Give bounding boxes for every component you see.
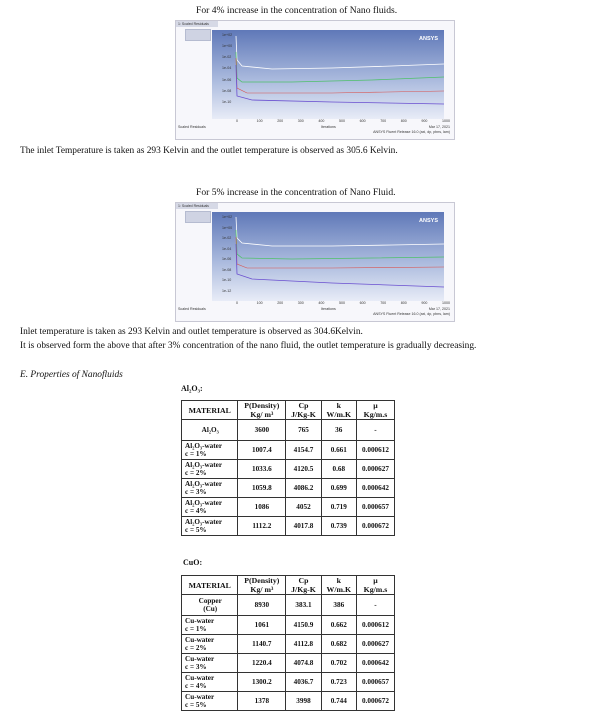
column-header: k W/m.K (321, 576, 356, 595)
value-cell: 4086.2 (286, 479, 321, 498)
caption-4-percent: For 4% increase in the concentration of Nano fluids. (196, 5, 398, 16)
value-cell: 0.719 (321, 498, 356, 517)
value-cell: 0.682 (321, 635, 356, 654)
x-tick-label: 400 (318, 119, 325, 123)
value-cell: 1061 (238, 616, 286, 635)
paragraph-inlet-5: Inlet temperature is taken as 293 Kelvin and outlet temperature is observed as 304.6Kelvin. (20, 327, 363, 337)
value-cell: 4150.9 (286, 616, 321, 635)
column-header: P(Density) Kg/ m³ (238, 401, 286, 420)
residual-curves (212, 212, 444, 301)
value-cell: 4120.5 (286, 460, 321, 479)
curve-white (236, 36, 444, 69)
column-header: μ Kg/m.s (356, 576, 394, 595)
legend-swatch (185, 29, 211, 41)
x-tick-labels (236, 119, 450, 125)
material-cell: Cu-water c = 4% (182, 673, 238, 692)
cuo-properties-table (181, 575, 395, 711)
plot-panel-label: 1: Scaled Residuals (176, 21, 218, 27)
column-header: MATERIAL (182, 576, 238, 595)
table-header-row (182, 401, 395, 420)
value-cell: 0.739 (321, 517, 356, 536)
x-tick-label: 0 (236, 119, 238, 123)
value-cell: 0.000627 (356, 460, 394, 479)
value-cell: 0.744 (321, 692, 356, 711)
value-cell: 3600 (238, 420, 286, 441)
curve-red (236, 58, 444, 93)
y-tick-label: 1e-08 (222, 88, 232, 93)
footer-date: Mar 17, 2021 (428, 307, 450, 311)
table-row (182, 635, 395, 654)
table-row (182, 479, 395, 498)
plot-area (212, 30, 444, 119)
plot-area (212, 212, 444, 301)
value-cell: 8930 (238, 595, 286, 616)
x-tick-label: 200 (277, 119, 284, 123)
material-cell: Al₂O₃-water c = 4% (182, 498, 238, 517)
table-row (182, 498, 395, 517)
table-row (182, 692, 395, 711)
value-cell: 1007.4 (238, 441, 286, 460)
x-tick-label: 100 (256, 119, 263, 123)
table-row (182, 673, 395, 692)
x-tick-label: 500 (339, 119, 345, 123)
x-tick-labels (236, 301, 450, 307)
x-tick-label: 900 (421, 301, 428, 305)
material-cell: Copper (Cu) (182, 595, 238, 616)
y-tick-label: 1e-08 (222, 267, 232, 272)
y-tick-label: 1e-06 (222, 257, 232, 261)
value-cell: 0.000612 (356, 616, 394, 635)
y-tick-label: 1e-10 (222, 99, 232, 104)
table-row (182, 654, 395, 673)
material-cell: Al₂O₃-water c = 1% (182, 441, 238, 460)
column-header: Cp J/Kg-K (286, 401, 321, 420)
al2o3-properties-table (181, 400, 395, 536)
column-header: k W/m.K (321, 401, 356, 420)
value-cell: 0.000672 (356, 517, 394, 536)
al2o3-label: Al₂O₃: (181, 384, 203, 393)
table-row (182, 460, 395, 479)
x-axis-label: Iterations (321, 307, 336, 311)
y-tick-label: 1e-06 (222, 77, 232, 82)
x-tick-label: 600 (359, 301, 366, 305)
value-cell: 765 (286, 420, 321, 441)
y-tick-label: 1e-02 (222, 55, 232, 60)
value-cell: 1033.6 (238, 460, 286, 479)
material-cell: Cu-water c = 3% (182, 654, 238, 673)
value-cell: 4052 (286, 498, 321, 517)
value-cell: 0.661 (321, 441, 356, 460)
value-cell: 1220.4 (238, 654, 286, 673)
value-cell: 1140.7 (238, 635, 286, 654)
y-tick-label: 1e-04 (222, 66, 232, 71)
y-tick-label: 1e+00 (222, 44, 233, 49)
column-header: Cp J/Kg-K (286, 576, 321, 595)
value-cell: 4154.7 (286, 441, 321, 460)
x-tick-label: 800 (400, 119, 407, 123)
paragraph-inlet-4: The inlet Temperature is taken as 293 Kelvin and the outlet temperature is observed as 305.6 Kelvin. (20, 146, 398, 156)
curve-purple (236, 65, 444, 104)
value-cell: 0.000657 (356, 673, 394, 692)
table-row (182, 420, 395, 441)
table-row (182, 616, 395, 635)
x-tick-label: 100 (256, 301, 263, 305)
column-header: μ Kg/m.s (356, 401, 394, 420)
table-row (182, 595, 395, 616)
y-tick-label: 1e-04 (222, 246, 232, 251)
footer-release: ANSYS Fluent Release 16.0 (axi, dp, pbns, lam) (373, 130, 450, 134)
value-cell: 0.68 (321, 460, 356, 479)
table-row (182, 517, 395, 536)
x-tick-label: 1000 (442, 301, 450, 305)
curve-red (236, 237, 444, 268)
y-tick-label: 1e-02 (222, 236, 232, 240)
caption-5-percent: For 5% increase in the concentration of Nano Fluid. (196, 187, 396, 198)
x-tick-label: 500 (339, 301, 345, 305)
value-cell: 4074.8 (286, 654, 321, 673)
value-cell: 1059.8 (238, 479, 286, 498)
value-cell: 0.000627 (356, 635, 394, 654)
value-cell: 0.723 (321, 673, 356, 692)
x-tick-label: 0 (236, 301, 238, 305)
legend-swatch (185, 211, 211, 223)
value-cell: 0.662 (321, 616, 356, 635)
ansys-logo: ANSYS (419, 218, 438, 224)
residuals-plot-5-percent (175, 202, 455, 322)
footer-left: Scaled Residuals (178, 125, 206, 129)
footer-release: ANSYS Fluent Release 16.0 (axi, dp, pbns, lam) (373, 312, 450, 316)
column-header: P(Density) Kg/ m³ (238, 576, 286, 595)
x-tick-label: 300 (297, 119, 304, 123)
material-cell: Al₂O₃-water c = 3% (182, 479, 238, 498)
x-tick-label: 800 (400, 301, 407, 305)
value-cell: 0.699 (321, 479, 356, 498)
x-tick-label: 700 (380, 119, 387, 123)
x-tick-label: 200 (277, 301, 284, 305)
x-tick-label: 1000 (442, 119, 450, 123)
value-cell: 383.1 (286, 595, 321, 616)
table-row (182, 441, 395, 460)
material-cell: Al₂O₃ (182, 420, 238, 441)
x-tick-label: 300 (297, 301, 304, 305)
value-cell: - (356, 420, 394, 441)
value-cell: 4112.8 (286, 635, 321, 654)
material-cell: Cu-water c = 5% (182, 692, 238, 711)
footer-date: Mar 17, 2021 (428, 125, 450, 129)
material-cell: Al₂O₃-water c = 5% (182, 517, 238, 536)
x-tick-label: 600 (359, 119, 366, 123)
value-cell: 0.702 (321, 654, 356, 673)
residuals-plot-4-percent (175, 20, 455, 140)
column-header: MATERIAL (182, 401, 238, 420)
value-cell: 4017.8 (286, 517, 321, 536)
material-cell: Al₂O₃-water c = 2% (182, 460, 238, 479)
x-tick-label: 400 (318, 301, 325, 305)
x-axis-label: Iterations (321, 125, 336, 129)
value-cell: 36 (321, 420, 356, 441)
value-cell: 0.000672 (356, 692, 394, 711)
value-cell: - (356, 595, 394, 616)
y-tick-label: 1e+02 (222, 215, 233, 219)
curve-green (236, 52, 444, 82)
cuo-label: CuO: (183, 558, 203, 567)
curve-purple (236, 244, 444, 287)
material-cell: Cu-water c = 1% (182, 616, 238, 635)
value-cell: 4036.7 (286, 673, 321, 692)
x-tick-label: 900 (421, 119, 428, 123)
table-header-row (182, 576, 395, 595)
value-cell: 3998 (286, 692, 321, 711)
value-cell: 1086 (238, 498, 286, 517)
ansys-logo: ANSYS (419, 36, 438, 42)
curve-white (236, 217, 444, 246)
residual-curves (212, 30, 444, 119)
value-cell: 1112.2 (238, 517, 286, 536)
y-tick-label: 1e+02 (222, 33, 233, 37)
footer-left: Scaled Residuals (178, 307, 206, 311)
value-cell: 0.000642 (356, 654, 394, 673)
paragraph-observation: It is observed form the above that after 3% concentration of the nano fluid, the outlet temperature is gradually decreasing. (20, 341, 477, 351)
y-tick-label: 1e-12 (222, 288, 232, 293)
value-cell: 1300.2 (238, 673, 286, 692)
value-cell: 0.000612 (356, 441, 394, 460)
y-tick-label: 1e-10 (222, 278, 232, 282)
section-heading-properties: E. Properties of Nanofluids (20, 370, 123, 380)
value-cell: 1378 (238, 692, 286, 711)
value-cell: 386 (321, 595, 356, 616)
y-tick-label: 1e+00 (222, 225, 233, 230)
material-cell: Cu-water c = 2% (182, 635, 238, 654)
x-tick-label: 700 (380, 301, 387, 305)
value-cell: 0.000657 (356, 498, 394, 517)
value-cell: 0.000642 (356, 479, 394, 498)
plot-panel-label: 1: Scaled Residuals (176, 203, 218, 209)
